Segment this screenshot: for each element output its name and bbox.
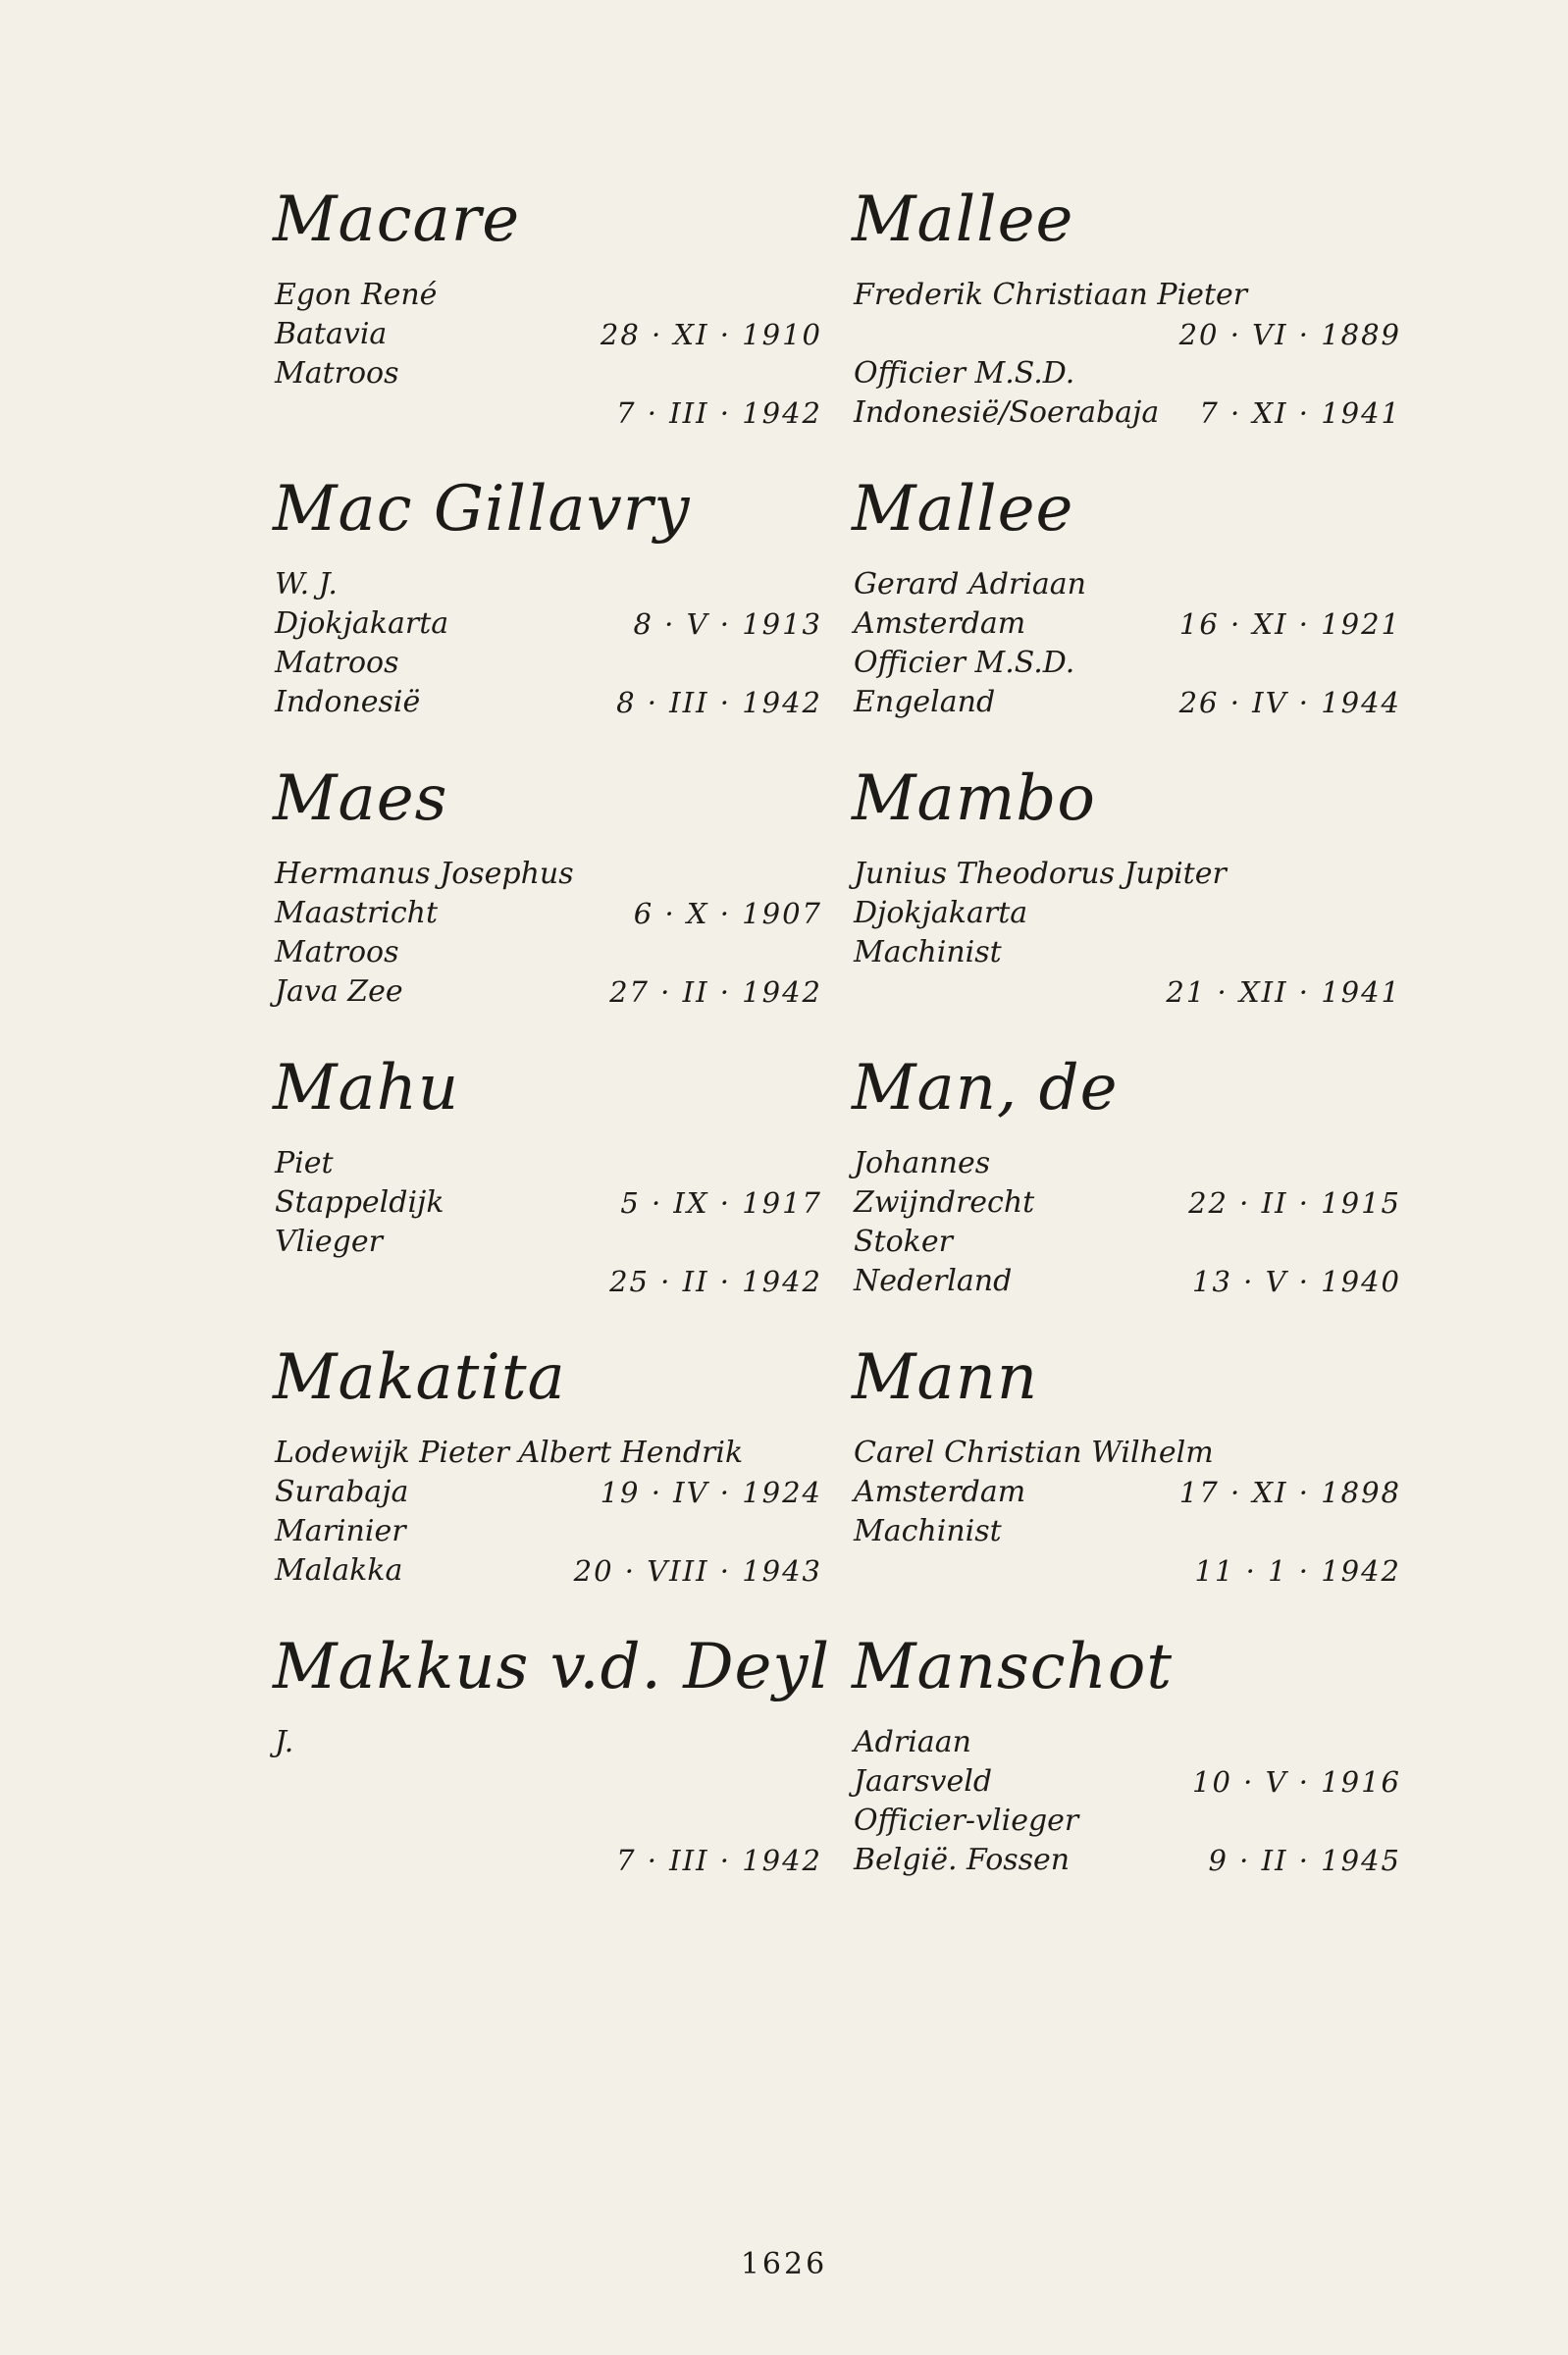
surname: Mallee <box>852 183 1074 256</box>
death-date: 25 · II · 1942 <box>609 1265 822 1298</box>
entry-line <box>852 1551 1401 1591</box>
given-names: Gerard Adriaan <box>854 567 1086 602</box>
death-date: 7 · III · 1942 <box>616 1844 822 1877</box>
surname: Macare <box>273 183 521 256</box>
death-place: België. Fossen <box>854 1843 1071 1877</box>
death-date: 7 · III · 1942 <box>616 396 822 430</box>
rank: Officier-vlieger <box>854 1804 1079 1838</box>
birth-date: 8 · V · 1913 <box>633 607 822 641</box>
entry-line <box>852 1802 1401 1841</box>
given-names: Egon René <box>275 278 438 312</box>
entry-line <box>852 1473 1401 1512</box>
entry-line <box>273 644 822 683</box>
rank: Matroos <box>275 646 399 680</box>
rank: Officier M.S.D. <box>854 646 1075 680</box>
birth-place: Surabaja <box>275 1475 409 1509</box>
entry <box>273 760 822 1050</box>
birth-date: 5 · IX · 1917 <box>620 1186 822 1220</box>
birth-date: 28 · XI · 1910 <box>600 318 822 351</box>
surname: Mambo <box>852 762 1096 835</box>
birth-place: Batavia <box>275 317 388 351</box>
entry-line <box>273 315 822 354</box>
entry-line <box>273 1512 822 1551</box>
entry <box>852 760 1401 1050</box>
given-names: Piet <box>275 1146 334 1180</box>
entry <box>852 1050 1401 1339</box>
surname: Man, de <box>852 1052 1119 1125</box>
entry-line <box>273 683 822 722</box>
entry-line <box>852 1723 1401 1762</box>
entry-line <box>273 565 822 604</box>
birth-date: 19 · IV · 1924 <box>600 1476 822 1509</box>
entry <box>273 182 822 471</box>
death-place: Malakka <box>275 1553 403 1588</box>
surname: Mahu <box>273 1052 460 1125</box>
given-names: W. J. <box>275 567 338 602</box>
birth-place: Djokjakarta <box>854 896 1028 930</box>
death-place: Indonesië <box>275 685 421 719</box>
rank: Officier M.S.D. <box>854 356 1075 391</box>
given-names: Junius Theodorus Jupiter <box>854 857 1227 891</box>
entry-line <box>852 1434 1401 1473</box>
birth-date: 22 · II · 1915 <box>1188 1186 1401 1220</box>
surname: Mann <box>852 1341 1039 1414</box>
death-date: 13 · V · 1940 <box>1192 1265 1401 1298</box>
surname: Makatita <box>273 1341 566 1414</box>
entry <box>852 182 1401 471</box>
birth-date: 17 · XI · 1898 <box>1178 1476 1401 1509</box>
left-column <box>273 182 831 1918</box>
entry-line <box>273 1434 822 1473</box>
birth-place: Djokjakarta <box>275 606 449 641</box>
surname: Makkus v.d. Deyl <box>273 1631 831 1703</box>
entry <box>852 1629 1401 1918</box>
entry-line <box>852 855 1401 894</box>
entry-line <box>273 1762 822 1802</box>
entry-line <box>852 354 1401 393</box>
given-names: Carel Christian Wilhelm <box>854 1436 1214 1470</box>
entry-line <box>852 1183 1401 1223</box>
entry-line <box>852 894 1401 933</box>
entry <box>273 471 822 760</box>
death-place: Engeland <box>854 685 996 719</box>
entry-line <box>852 565 1401 604</box>
given-names: Lodewijk Pieter Albert Hendrik <box>275 1436 744 1470</box>
entry-line <box>273 1262 822 1301</box>
death-date: 26 · IV · 1944 <box>1178 686 1401 719</box>
entry-line <box>852 1512 1401 1551</box>
entry-line <box>273 894 822 933</box>
page-number: 1626 <box>740 2247 828 2281</box>
entry-line <box>273 855 822 894</box>
entry-line <box>852 1262 1401 1301</box>
death-date: 8 · III · 1942 <box>616 686 822 719</box>
entry <box>273 1050 822 1339</box>
birth-place: Stappeldijk <box>275 1185 444 1220</box>
entry-line <box>273 354 822 393</box>
entry-line <box>852 604 1401 644</box>
surname: Maes <box>273 762 448 835</box>
entry-line <box>273 393 822 433</box>
death-date: 7 · XI · 1941 <box>1199 396 1401 430</box>
birth-place: Amsterdam <box>854 606 1026 641</box>
entry-line <box>273 1841 822 1880</box>
entry-line <box>852 1762 1401 1802</box>
birth-place: Amsterdam <box>854 1475 1026 1509</box>
right-column <box>852 182 1401 1918</box>
birth-place: Zwijndrecht <box>854 1185 1035 1220</box>
entry-line <box>852 1144 1401 1183</box>
entry-line <box>273 604 822 644</box>
entry <box>273 1339 822 1629</box>
rank: Matroos <box>275 935 399 969</box>
birth-date: 6 · X · 1907 <box>633 897 822 930</box>
birth-place: Maastricht <box>275 896 439 930</box>
entry-line <box>273 1551 822 1591</box>
death-place: Java Zee <box>275 974 403 1009</box>
given-names: Adriaan <box>854 1725 971 1759</box>
entry-line <box>852 683 1401 722</box>
entry-line <box>852 1223 1401 1262</box>
death-date: 20 · VIII · 1943 <box>573 1554 822 1588</box>
entry-line <box>852 644 1401 683</box>
surname: Mac Gillavry <box>273 473 691 546</box>
rank: Vlieger <box>275 1225 383 1259</box>
entry-line <box>273 1802 822 1841</box>
entry-line <box>273 1723 822 1762</box>
given-names: Hermanus Josephus <box>275 857 574 891</box>
entry-line <box>852 1841 1401 1880</box>
entry-line <box>852 393 1401 433</box>
entry-line <box>273 1144 822 1183</box>
rank: Marinier <box>275 1514 406 1548</box>
entry-line <box>852 276 1401 315</box>
entry <box>273 1629 831 1918</box>
death-date: 11 · 1 · 1942 <box>1194 1554 1401 1588</box>
entry-line <box>273 1223 822 1262</box>
death-date: 27 · II · 1942 <box>609 975 822 1009</box>
birth-place: Jaarsveld <box>854 1764 993 1799</box>
entry-line <box>273 276 822 315</box>
entry-line <box>273 1183 822 1223</box>
entry <box>852 471 1401 760</box>
entry-line <box>273 933 822 972</box>
surname: Mallee <box>852 473 1074 546</box>
birth-date: 16 · XI · 1921 <box>1178 607 1401 641</box>
entry-line <box>852 972 1401 1012</box>
entry-line <box>273 972 822 1012</box>
given-names: J. <box>275 1725 294 1759</box>
entry <box>852 1339 1401 1629</box>
entry-line <box>273 1473 822 1512</box>
rank: Machinist <box>854 1514 1002 1548</box>
death-place: Nederland <box>854 1264 1013 1298</box>
given-names: Johannes <box>854 1146 991 1180</box>
entry-line <box>852 933 1401 972</box>
given-names: Frederik Christiaan Pieter <box>854 278 1248 312</box>
birth-date: 20 · VI · 1889 <box>1178 318 1401 351</box>
death-date: 9 · II · 1945 <box>1208 1844 1401 1877</box>
rank: Machinist <box>854 935 1002 969</box>
entry-line <box>852 315 1401 354</box>
death-place: Indonesië/Soerabaja <box>854 395 1160 430</box>
birth-date: 10 · V · 1916 <box>1192 1765 1401 1799</box>
surname: Manschot <box>852 1631 1174 1703</box>
death-date: 21 · XII · 1941 <box>1166 975 1401 1009</box>
rank: Stoker <box>854 1225 953 1259</box>
rank: Matroos <box>275 356 399 391</box>
